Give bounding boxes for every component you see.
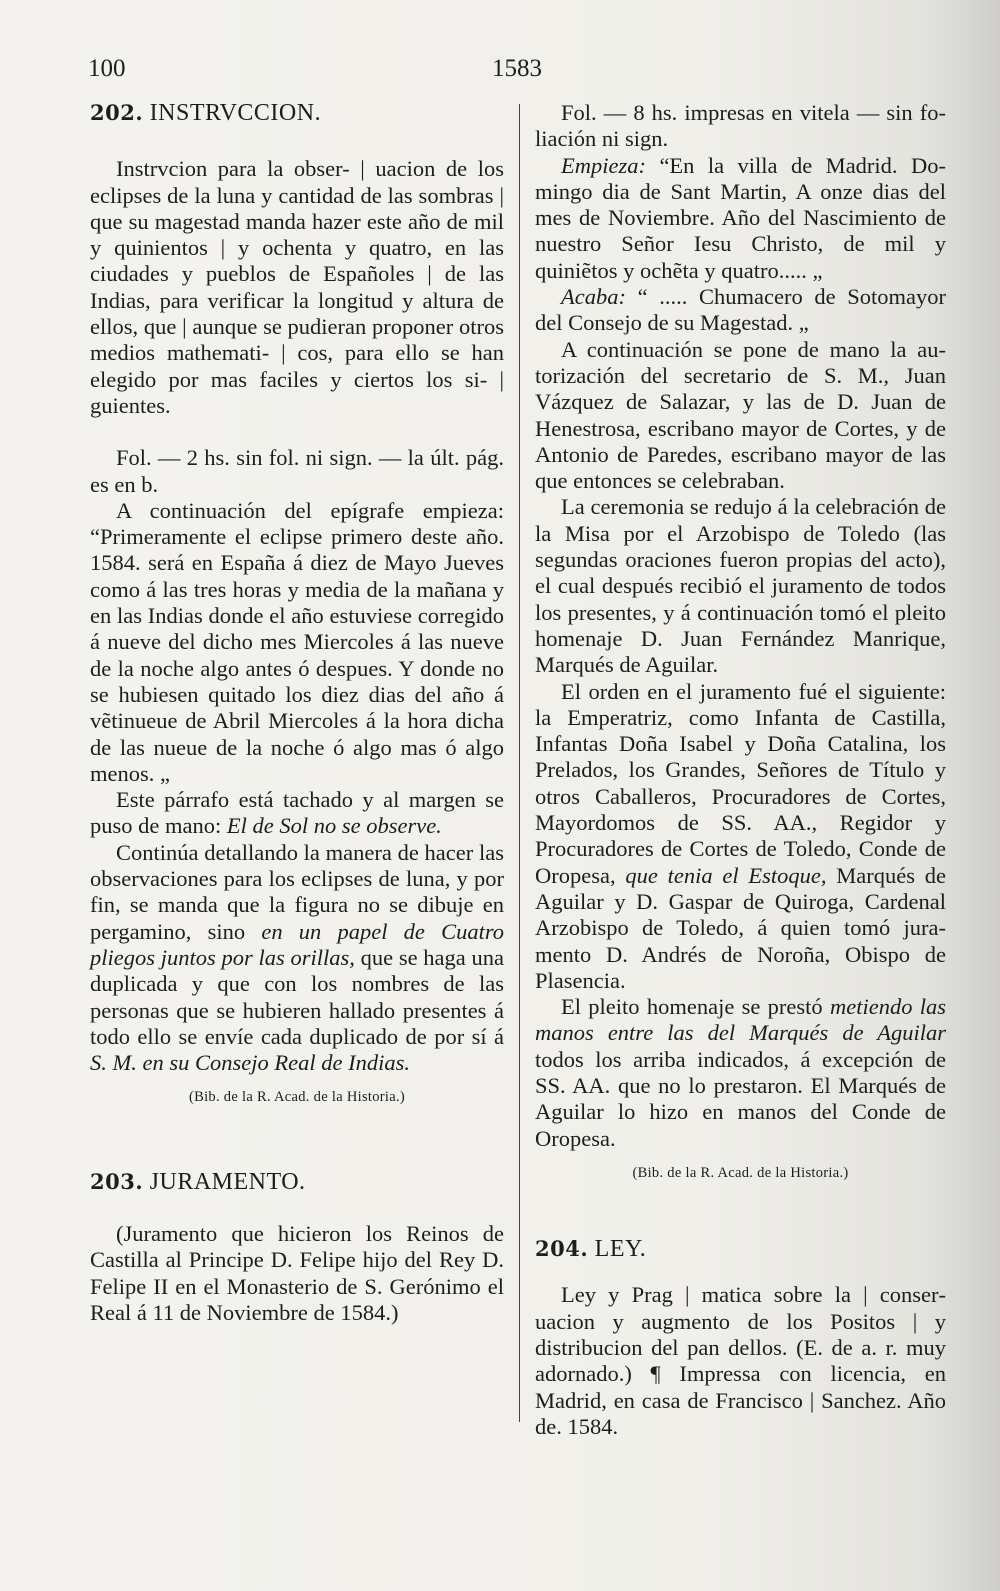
source-note: (Bib. de la R. Acad. de la Historia.) (632, 1164, 849, 1181)
entry-203 (90, 1169, 504, 1326)
description-paragraph: A continuación se pone de mano la autorización del secretario de S. M., Juan Vázquez de Salazar, y las de D. Juan de Henestrosa, escribano mayor de Cortes, y de Antonio de Paredes, escribano mayor de las que entonces se celebraban. (535, 336, 946, 494)
page-header (88, 55, 960, 95)
incipit: Empieza: “En la villa de Madrid. Domingo dia de Sant Martin, A onze dias del mes de Noviembre. Año del Nascimiento de nuestro Señor Iesu Christo, de mil y quiniẽtos y ochẽta y quatro..... „ (535, 152, 946, 283)
description-paragraph: Este párrafo está tachado y al margen se puso de mano: El de Sol no se observe. (90, 787, 504, 839)
description-paragraph: La ceremonia se redujo á la celebración de la Misa por el Arzobispo de Toledo (las segundas oraciones fueron propias del acto), el cual después recibió el juramento de todos los presentes, y á continuación tomó el pleito homenaje D. Juan Fernández Manrique, Marqués de Aguilar. (535, 494, 946, 678)
right-column (535, 100, 946, 1440)
description-paragraph: Continúa detallando la manera de hacer las observaciones para los eclipses de luna, y por fin, se manda que la figura no se dibuje en pergamino, sino en un papel de Cuatro pliegos juntos por las orillas, que se haga una duplicada y que con los nombres de las personas que se hubieren hallado presentes á todo ello se envíe cada duplicado de por sí á S. M. en su Consejo Real de Indias. (90, 839, 505, 1076)
description-paragraph: A continuación del epígrafe empieza: “Primeramente el eclipse primero deste año. 1584. será en España á diez de Mayo Jueves como á las tres horas y media de la mañana y en las Indias donde el año estuviese corregido á nueve del dicho mes Miercoles á las nueve de la noche algo antes ó despues. Y donde no se hubiesen quitado los diez dias del año á vẽtinueue de Abril Miercoles á la hora dicha de las nueue de la noche ó algo mas ó algo menos. „ (90, 497, 504, 786)
entry-title-text: Instrvcion para la obser- | uacion de los eclipses de la luna y cantidad de las sombras | que su magestad manda hazer este año de mil y quinientos | y ochenta y quatro, en las ciudades y pueblos de Españoles | de las Indias, para verificar la longitud y altura de ellos, que | aunque se pudieran proponer otros medios mathemati- | cos, para ello se han elegido por mas faciles y ciertos los si- | guientes. (90, 156, 504, 418)
running-year: 1583 (492, 55, 542, 82)
entry-title-text: (Juramento que hicieron los Reinos de Castilla al Principe D. Felipe hijo del Rey D. Felipe II en el Monasterio de S. Gerónimo el Real á 11 de Noviembre de 1584.) (90, 1220, 504, 1325)
entry-title: INSTRVCCION. (149, 100, 322, 126)
entry-number: 202. (90, 100, 144, 125)
entry-title: LEY. (594, 1236, 647, 1263)
description-paragraph: El orden en el juramento fué el siguiente: la Emperatriz, como Infanta de Castilla, Infantas Doña Isabel y Doña Catalina, los Prelados, los Grandes, Señores de Título y otros Caballeros, Procuradores de Cortes, Mayordomos de SS. AA., Regidor y Procuradores de Cortes de Toledo, Conde de Oropesa, que tenia el Estoque, Marqués de Aguilar y D. Gaspar de Quiroga, Cardenal Arzobispo de Toledo, á quien tomó juramento D. Andrés de Noroña, Obispo de Plasencia. (535, 678, 946, 993)
entry-title: JURAMENTO. (149, 1168, 306, 1195)
entry-title-text: Ley y Prag | matica sobre la | conseruacion y augmento de los Positos | y distribucion del pan dellos. (E. de a. r. muy adornado.) ¶ Impressa con licencia, en Madrid, en casa de Francisco | Sanchez. Año de. 1584. (535, 1282, 946, 1439)
column-divider (519, 104, 520, 1422)
explicit: Acaba: “ ..... Chumacero de Sotomayor del Consejo de su Magestad. „ (535, 284, 946, 336)
entry-202 (90, 100, 504, 1111)
entry-number: 203. (90, 1168, 144, 1194)
entry-heading (90, 100, 504, 126)
entry-204 (535, 1236, 946, 1440)
physical-description: Fol. — 2 hs. sin fol. ni sign. — la últ. pág. es en b. (90, 445, 504, 497)
page-number: 100 (88, 55, 126, 82)
physical-description: Fol. — 8 hs. impresas en vitela — sin foliación ni sign. (535, 100, 946, 152)
entry-heading (535, 1236, 946, 1262)
left-column (90, 100, 504, 1326)
description-paragraph: El pleito homenaje se prestó metiendo las manos entre las del Marqués de Aguilar todos los arriba indicados, á excepción de SS. AA. que no lo prestaron. El Marqués de Aguilar lo hizo en manos del Conde de Oropesa. (535, 994, 947, 1151)
source-note: (Bib. de la R. Acad. de la Historia.) (188, 1089, 406, 1106)
entry-heading (90, 1169, 504, 1195)
entry-number: 204. (535, 1236, 589, 1262)
